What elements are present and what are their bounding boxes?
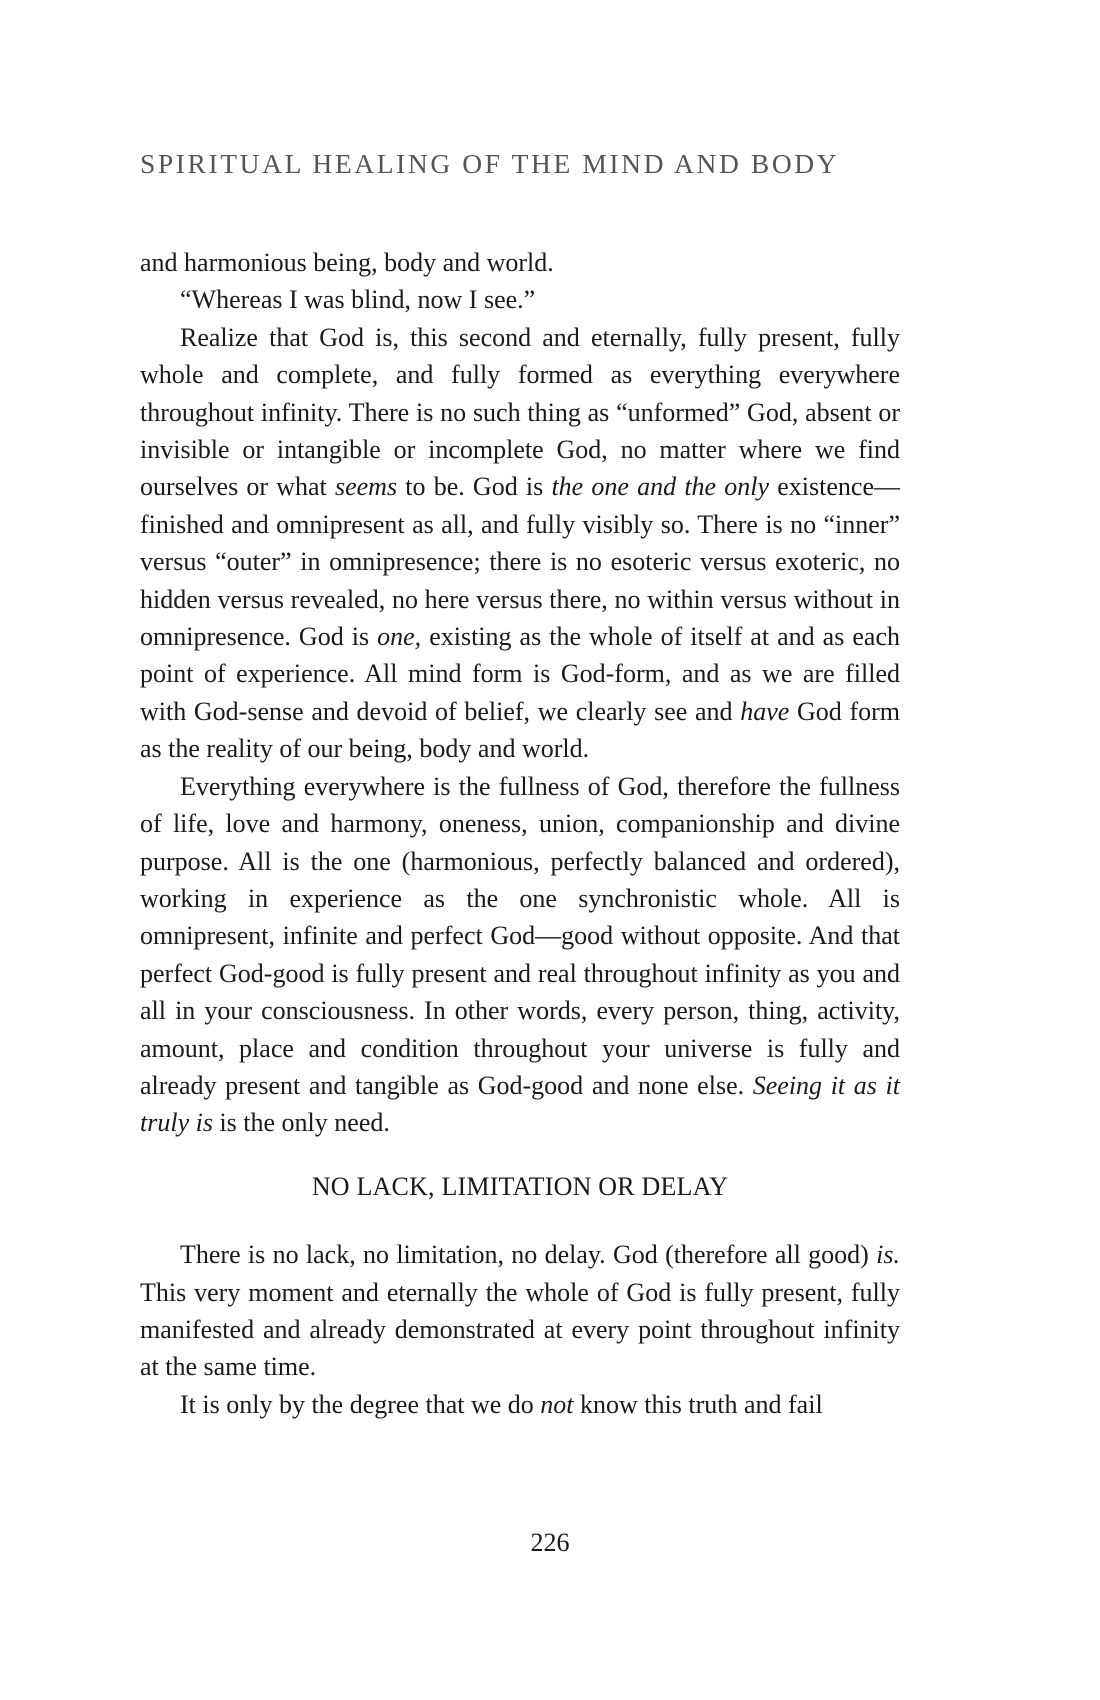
italic-text-run: not: [540, 1389, 574, 1419]
text-run: There is no lack, no limitation, no delay. God (therefore all good): [180, 1240, 877, 1270]
text-run: “Whereas I was blind, now I see.”: [180, 285, 536, 315]
paragraph: [140, 1386, 900, 1423]
text-run: God form as the reality of our being, body and world.: [140, 696, 900, 764]
italic-text-run: have: [740, 696, 790, 726]
section-heading: NO LACK, LIMITATION OR DELAY: [311, 1171, 729, 1201]
text-run: existing as the whole of itself at and as each point of experience. All mind form is God-form, and as we are filled with God-sense and devoid of belief, we clearly see and: [140, 622, 900, 726]
text-run: Everything everywhere is the fullness of God, therefore the fullness of life, love and harmony, oneness, union, companionship and divine purpose. All is the one (harmonious, perfectly balanced and ordered), working in experience as the one synchronistic whole. All is omnipresent, infinite and perfect God—good without opposite. And that perfect God-good is fully present and real throughout infinity as you and all in your consciousness. In other words, every person, thing, activity, amount, place and condition throughout your universe is fully and already present and tangible as God-good and none else.: [140, 771, 900, 1100]
paragraphs-after-heading: [140, 1236, 900, 1423]
italic-text-run: one,: [377, 622, 422, 652]
text-run: and harmonious being, body and world.: [140, 248, 554, 277]
text-run: It is only by the degree that we do: [180, 1389, 541, 1419]
italic-text-run: is.: [876, 1240, 900, 1270]
text-run: Realize that God is, this second and eternally, fully present, fully whole and complete, and fully formed as everything everywhere throughout infinity. There is no such thing as “unformed” God, absent or invisible or intangible or incomplete God, no matter where we find ourselves or what: [140, 322, 900, 502]
body-text: [140, 244, 900, 1423]
italic-text-run: Seeing it as it truly is: [140, 1070, 900, 1138]
text-run: know this truth and fail: [573, 1389, 823, 1419]
page-number: 226: [530, 1528, 570, 1557]
italic-text-run: seems: [334, 472, 398, 502]
running-head: SPIRITUAL HEALING OF THE MIND AND BODY: [140, 148, 840, 179]
paragraph: [140, 319, 900, 768]
paragraphs-before-heading: [140, 244, 900, 1142]
paragraph: [140, 244, 900, 281]
text-run: existence—finished and omnipresent as all, and fully visibly so. There is no “inner” versus “outer” in omnipresence; there is no esoteric versus exoteric, no hidden versus revealed, no here versus there, no within versus without in omnipresence. God is: [140, 472, 900, 652]
text-run: is the only need.: [212, 1108, 390, 1138]
paragraph: [140, 1236, 900, 1386]
text-run: to be. God is: [397, 472, 552, 502]
text-run: This very moment and eternally the whole of God is fully present, fully manifested and already demonstrated at every point throughout infinity at the same time.: [140, 1277, 900, 1382]
paragraph: [140, 768, 900, 1142]
italic-text-run: the one and the only: [551, 472, 770, 502]
paragraph: [140, 281, 900, 318]
